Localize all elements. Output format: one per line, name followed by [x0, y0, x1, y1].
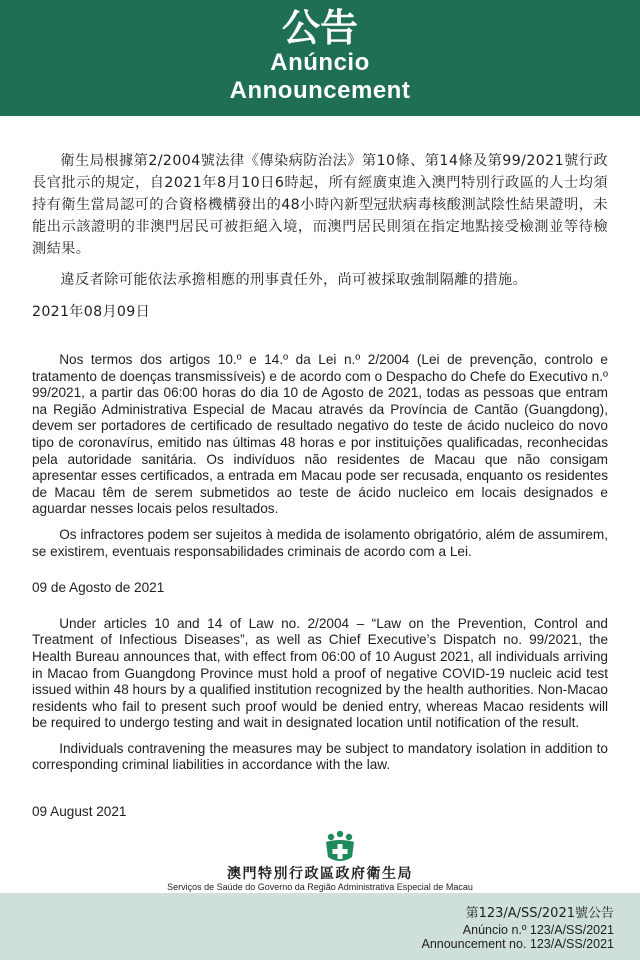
title-chinese: 公告 — [281, 6, 358, 50]
portuguese-date: 09 de Agosto de 2021 — [32, 580, 165, 596]
english-paragraph-2: Individuals contravening the measures may be subject to mandatory isolation in addition to corresponding criminal liabilities in accordance with the law. — [32, 740, 608, 773]
english-date: 09 August 2021 — [32, 804, 127, 820]
reference-number-chinese: 第123/A/SS/2021號公告 — [465, 906, 614, 921]
chinese-paragraph-1: 衛生局根據第2/2004號法律《傳染病防治法》第10條、第14條及第99/2021號行政長官批示的規定，自2021年8月10日6時起，所有經廣東進入澳門特別行政區的人士均須持有衛生當局認可的合資格機構發出的48小時內新型冠狀病毒核酸測試陰性結果證明，未能出示該證明的非澳門居民可被拒絕入境，而澳門居民則須在指定地點接受檢測並等待檢測結果。 — [32, 153, 608, 257]
reference-number-portuguese: Anúncio n.º 123/A/SS/2021 — [462, 923, 614, 937]
portuguese-paragraph-2: Os infractores podem ser sujeitos à medida de isolamento obrigatório, além de assumirem, se existirem, eventuais responsabilidades criminais de acordo com a Lei. — [32, 526, 608, 559]
issuing-authority-chinese: 澳門特別行政區政府衛生局 — [227, 866, 413, 882]
title-english: Announcement — [229, 77, 411, 104]
title-portuguese: Anúncio — [270, 49, 370, 76]
chinese-date: 2021年08月09日 — [32, 304, 151, 320]
announcement-header — [0, 0, 640, 116]
reference-number-english: Announcement no. 123/A/SS/2021 — [421, 937, 614, 951]
chinese-paragraph-2: 違反者除可能依法承擔相應的刑事責任外，尚可被採取強制隔離的措施。 — [60, 272, 528, 288]
portuguese-paragraph-1: Nos termos dos artigos 10.º e 14.º da Lei n.º 2/2004 (Lei de prevenção, controlo e tratamento de doenças transmissíveis) e de acordo com o Despacho do Chefe do Executivo n.º 99/2021, a partir das 06:00 horas do dia 10 de Agosto de 2021, todas as pessoas que entram na Região Administrativa Especial de Macau através da Província de Cantão (Guangdong), devem ser portadores de certificado de resultado negativo do teste de ácido nucleico do novo tipo de coronavírus, emitido nas últimas 48 horas e por instituições qualificadas, reconhecidas pela autoridade sanitária. Os indivíduos não residentes de Macau que não consigam apresentar esses certificados, a entrada em Macau pode ser recusada, enquanto os residentes de Macau têm de serem submetidos ao teste de ácido nucleico em locais designados e aguardar nesses locais pelos resultados. — [32, 352, 608, 517]
health-bureau-cross-logo-icon — [322, 830, 358, 866]
english-paragraph-1: Under articles 10 and 14 of Law no. 2/2004 – “Law on the Prevention, Control and Treatment of Infectious Diseases”, as well as Chief Executive’s Dispatch no. 99/2021, the Health Bureau announces that, with effect from 06:00 of 10 August 2021, all individuals arriving in Macao from Guangdong Province must hold a proof of negative COVID-19 nucleic acid test issued within 48 hours by a qualified institution recognized by the health authorities. Non-Macao residents who fail to present such proof would be denied entry, whereas Macao residents will be required to undergo testing and wait in designated location until notification of the result. — [32, 615, 608, 731]
announcement-body — [32, 150, 608, 821]
chinese-section — [32, 150, 608, 322]
portuguese-section — [32, 352, 608, 597]
announcement-footer — [0, 893, 640, 960]
english-section — [32, 616, 608, 821]
issuing-authority-portuguese: Serviços de Saúde do Governo da Região Administrativa Especial de Macau — [167, 882, 473, 892]
